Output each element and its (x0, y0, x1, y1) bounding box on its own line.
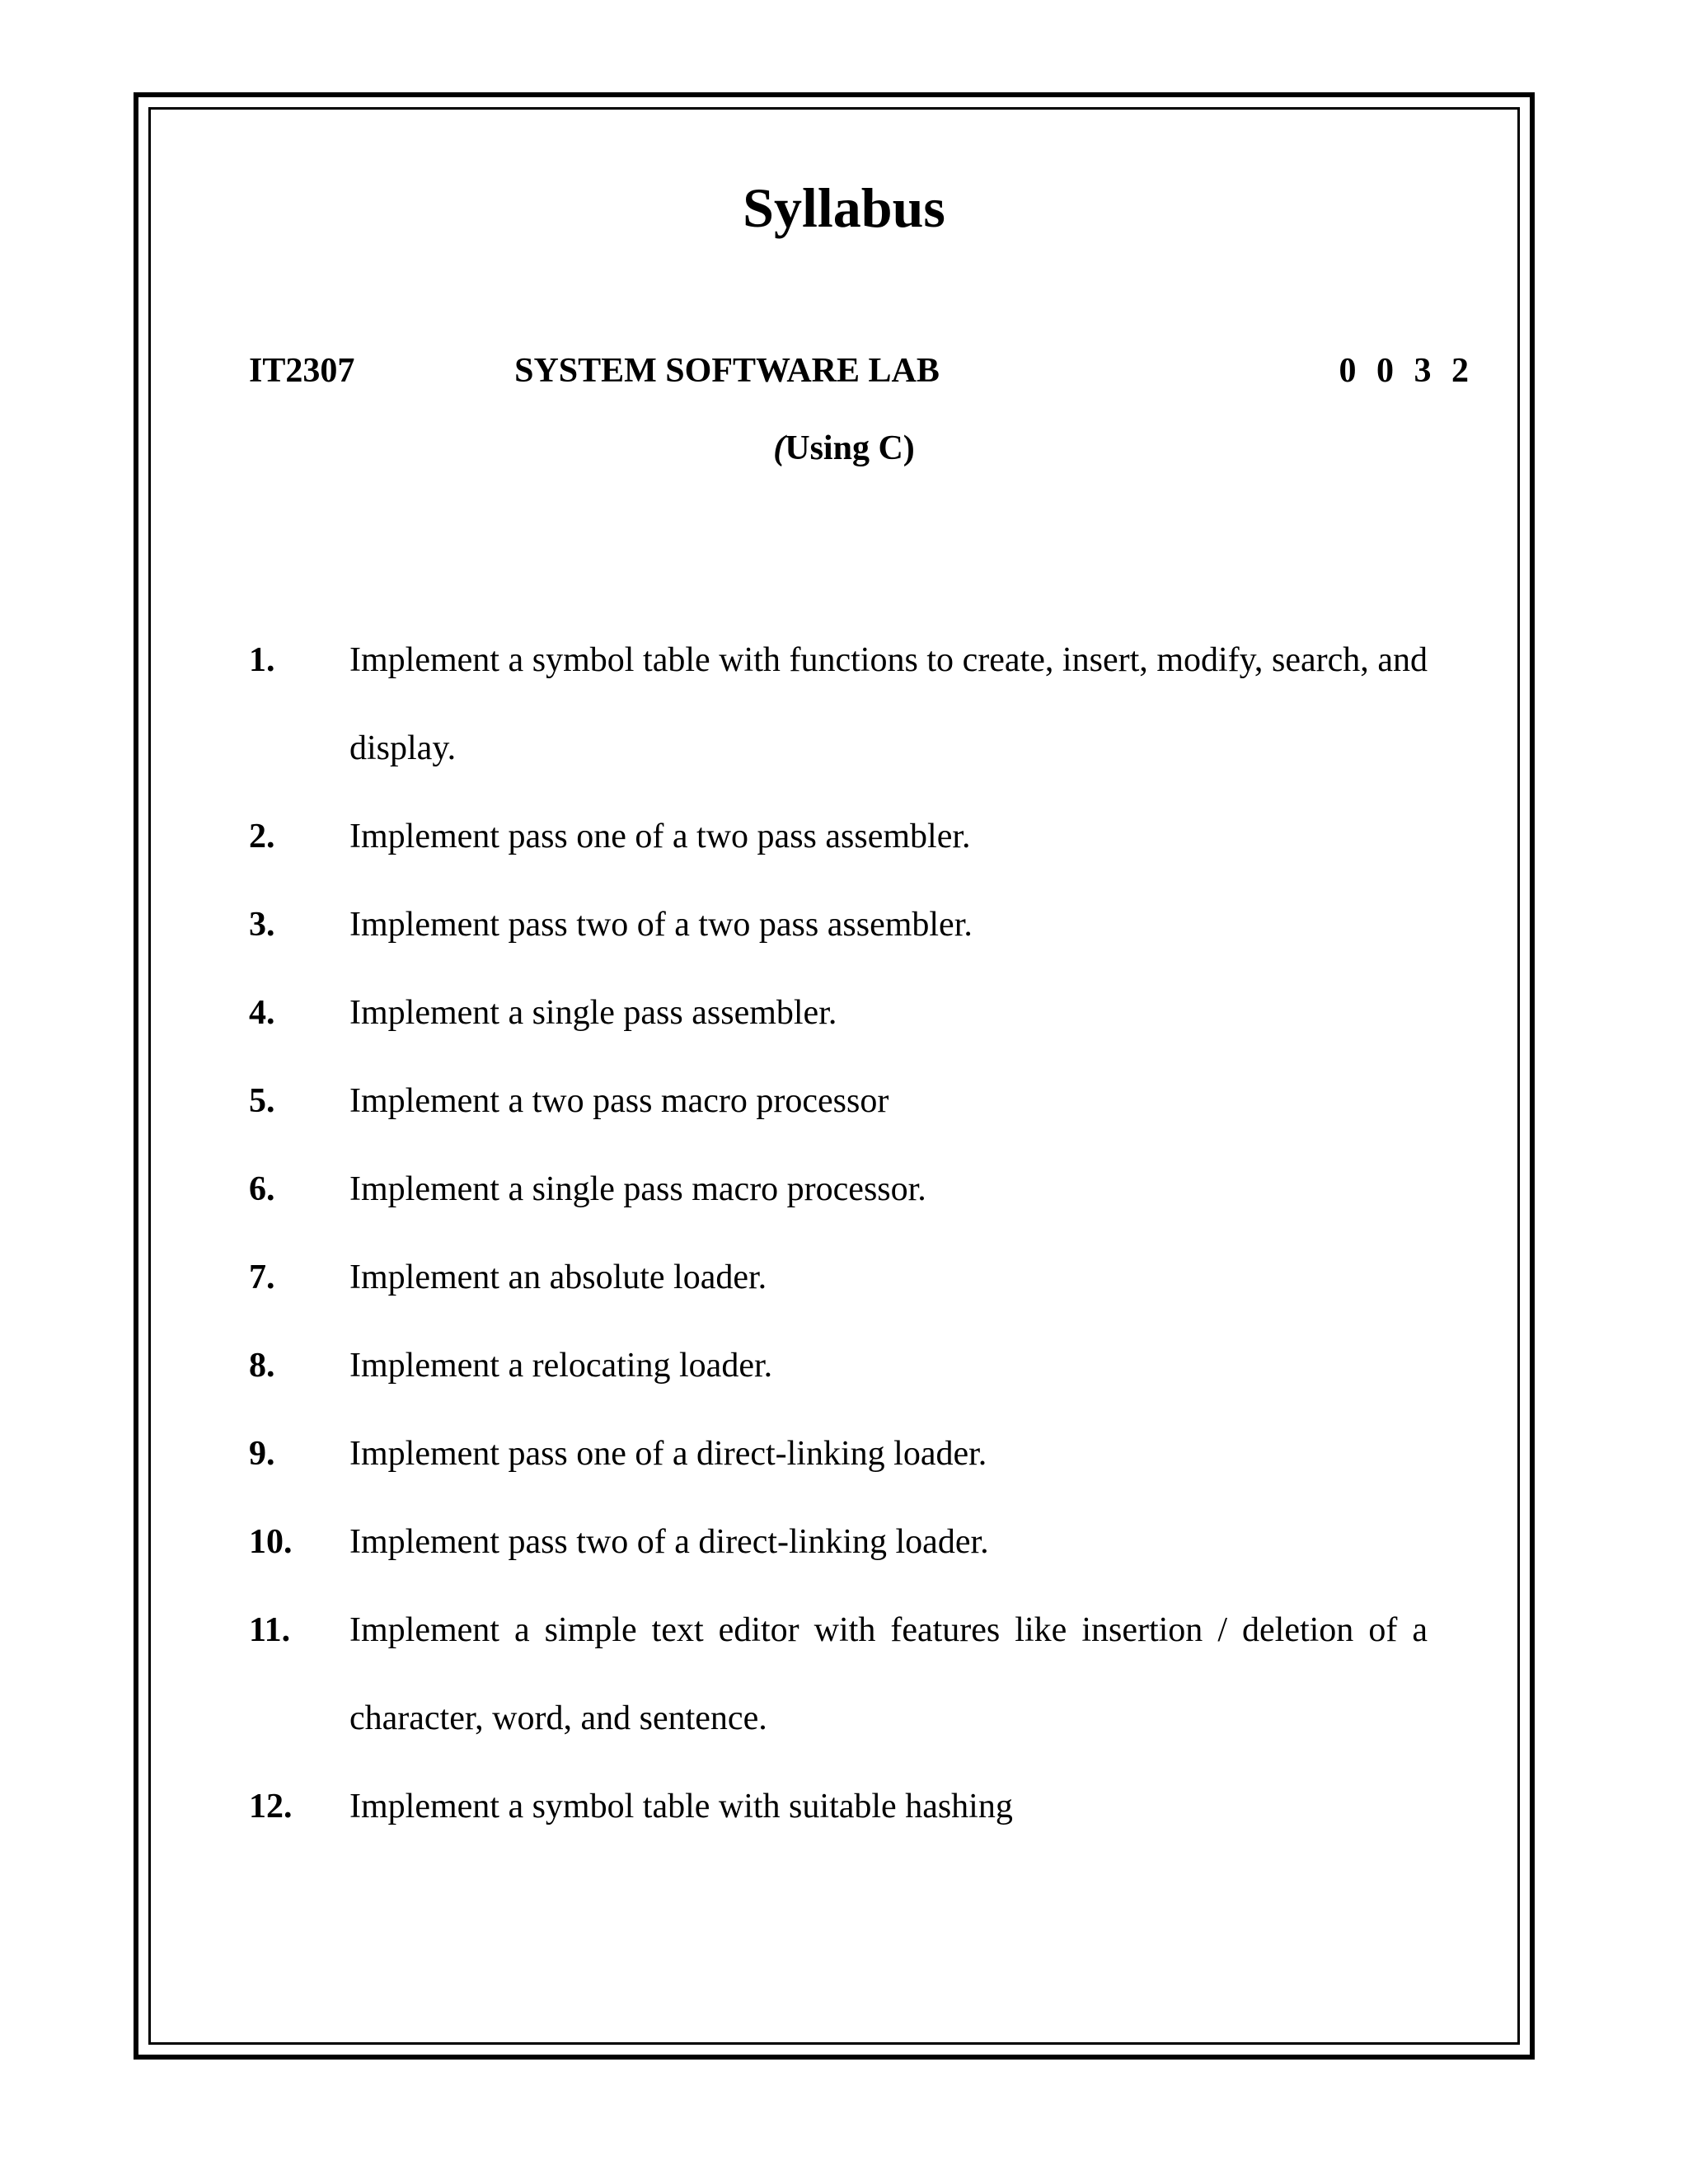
page-title: Syllabus (743, 176, 945, 239)
item-text: Implement pass one of a direct-linking loader. (349, 1435, 987, 1473)
item-text: Implement a two pass macro processor (349, 1082, 889, 1120)
experiment-list (249, 616, 1428, 1851)
item-text: Implement an absolute loader. (349, 1258, 767, 1296)
list-item (249, 1057, 1428, 1146)
item-number: 2. (249, 818, 275, 855)
list-item (249, 1234, 1428, 1322)
list-item (249, 793, 1428, 881)
item-text: Implement a single pass macro processor. (349, 1170, 926, 1208)
subtitle-text: Using C) (785, 429, 915, 467)
item-text: Implement a simple text editor with features like insertion / deletion of a character, word, and sentence. (349, 1611, 1428, 1737)
item-number: 7. (249, 1258, 275, 1296)
item-number: 9. (249, 1435, 275, 1473)
item-text: Implement a symbol table with suitable hashing (349, 1788, 1013, 1825)
course-subtitle (0, 424, 1688, 473)
list-item (249, 1763, 1428, 1851)
list-item (249, 1146, 1428, 1234)
item-text: Implement a single pass assembler. (349, 994, 837, 1032)
course-credits: 0 0 3 2 (1339, 352, 1469, 390)
list-item (249, 969, 1428, 1057)
list-item (249, 1586, 1428, 1763)
subtitle-open-paren: ( (773, 429, 785, 467)
list-item (249, 616, 1428, 793)
list-item (249, 881, 1428, 969)
item-number: 6. (249, 1170, 275, 1208)
list-item (249, 1410, 1428, 1498)
item-number: 1. (249, 641, 275, 679)
course-name: SYSTEM SOFTWARE LAB (514, 352, 940, 390)
list-item (249, 1498, 1428, 1586)
item-number: 3. (249, 906, 275, 944)
item-text: Implement pass one of a two pass assembler. (349, 818, 971, 855)
item-text: Implement a relocating loader. (349, 1347, 773, 1385)
item-text: Implement pass two of a direct-linking loader. (349, 1523, 989, 1561)
item-number: 11. (249, 1611, 291, 1649)
list-item (249, 1322, 1428, 1410)
item-number: 5. (249, 1082, 275, 1120)
course-code: IT2307 (249, 352, 355, 390)
item-text: Implement a symbol table with functions to create, insert, modify, search, and display. (349, 641, 1428, 767)
item-number: 8. (249, 1347, 275, 1385)
item-number: 12. (249, 1788, 293, 1825)
item-number: 4. (249, 994, 275, 1032)
course-header (249, 346, 1469, 396)
item-number: 10. (249, 1523, 293, 1561)
item-text: Implement pass two of a two pass assembler. (349, 906, 973, 944)
